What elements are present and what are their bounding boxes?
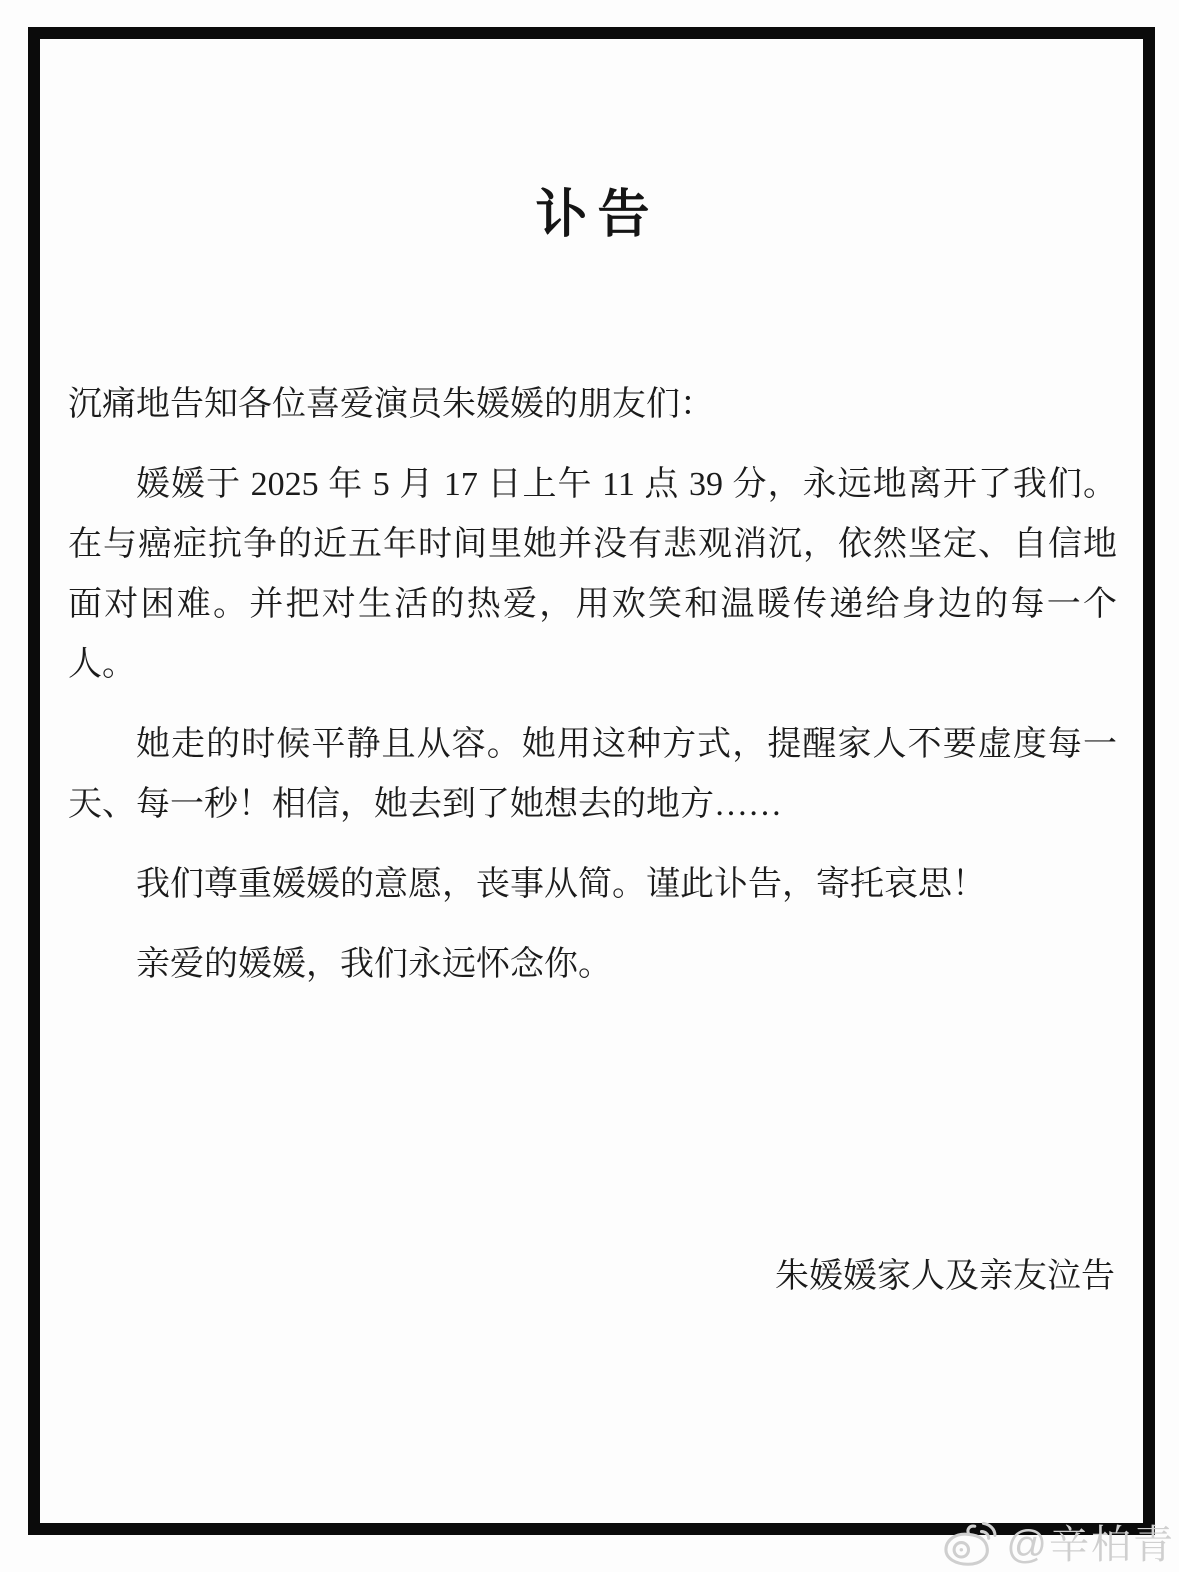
paragraph-passing: 媛媛于 2025 年 5 月 17 日上午 11 点 39 分，永远地离开了我们。在与癌症抗争的近五年时间里她并没有悲观消沉，依然坚定、自信地面对困难。并把对生活的热爱，用欢笑和温暖传递给身边的每一个人。 [68, 466, 1117, 683]
watermark-handle: @辛柏青 [1006, 1523, 1175, 1567]
weibo-watermark [940, 1520, 1175, 1570]
document-frame [28, 27, 1155, 1535]
signature-line: 朱媛媛家人及亲友泣告 [775, 1258, 1115, 1295]
paragraph-wishes: 我们尊重媛媛的意愿，丧事从简。谨此讣告，寄托哀思！ [136, 866, 986, 903]
obituary-title: 讣告 [535, 186, 660, 244]
salutation-line: 沉痛地告知各位喜爱演员朱媛媛的朋友们： [68, 386, 714, 423]
paragraph-remembrance: 亲爱的媛媛，我们永远怀念你。 [136, 946, 612, 983]
weibo-icon [940, 1520, 998, 1570]
paragraph-peaceful: 她走的时候平静且从容。她用这种方式，提醒家人不要虚度每一天、每一秒！相信，她去到了她想去的地方…… [68, 726, 1117, 823]
